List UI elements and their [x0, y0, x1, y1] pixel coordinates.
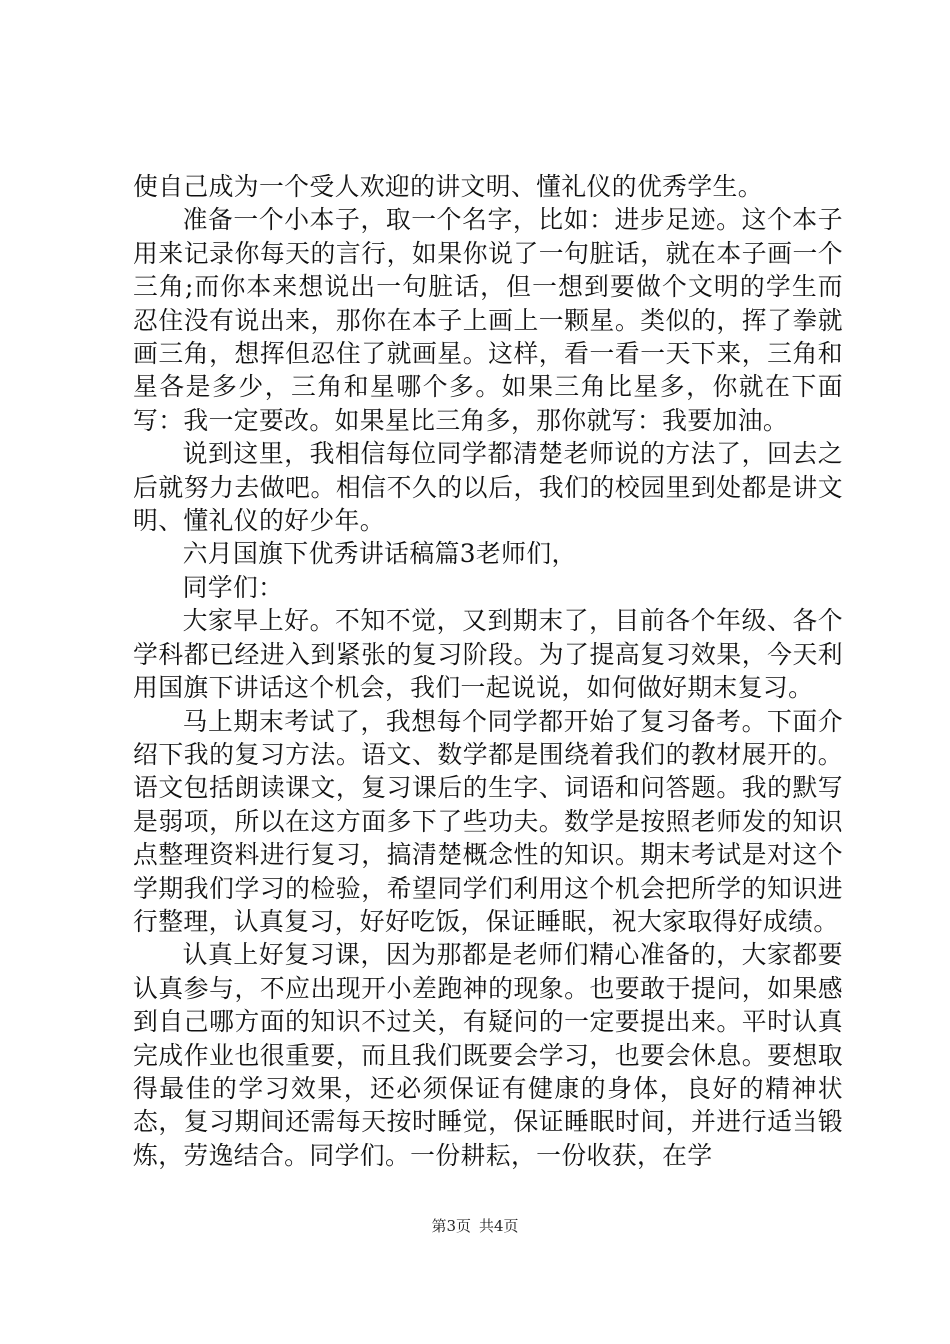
page-number-current: 第3页	[431, 1217, 471, 1235]
paragraph: 同学们：	[182, 572, 284, 602]
paragraph: 说到这里，我相信每位同学都清楚老师说的方法了，回去之后就努力去做吧。相信不久的以后，我们的校园里到处都是讲文明、懂礼仪的好少年。	[133, 439, 843, 536]
paragraph: 使自己成为一个受人欢迎的讲文明、懂礼仪的优秀学生。	[133, 172, 763, 201]
paragraph: 六月国旗下优秀讲话稿篇3老师们，	[182, 539, 577, 569]
page-number-total: 共4页	[479, 1217, 519, 1235]
document-body	[133, 170, 843, 1172]
page-footer	[0, 1216, 950, 1236]
paragraph: 认真上好复习课，因为那都是老师们精心准备的，大家都要认真参与，不应出现开小差跑神的现象。也要敢于提问，如果感到自己哪方面的知识不过关，有疑问的一定要提出来。平时认真完成作业也很重要，而且我们既要会学习，也要会休息。要想取得最佳的学习效果，还必须保证有健康的身体，良好的精神状态，复习期间还需每天按时睡觉，保证睡眠时间，并进行适当锻炼，劳逸结合。同学们。一份耕耘，一份收获，在学	[133, 940, 843, 1170]
paragraph: 准备一个小本子，取一个名字，比如：进步足迹。这个本子用来记录你每天的言行，如果你说了一句脏话，就在本子画一个三角;而你本来想说出一句脏话，但一想到要做个文明的学生而忍住没有说出来，那你在本子上画上一颗星。类似的，挥了拳就画三角，想挥但忍住了就画星。这样，看一看一天下来，三角和星各是多少，三角和星哪个多。如果三角比星多，你就在下面写：我一定要改。如果星比三角多，那你就写：我要加油。	[133, 205, 843, 435]
paragraph: 大家早上好。不知不觉，又到期末了，目前各个年级、各个学科都已经进入到紧张的复习阶段。为了提高复习效果，今天利用国旗下讲话这个机会，我们一起说说，如何做好期末复习。	[133, 606, 843, 703]
paragraph: 马上期末考试了，我想每个同学都开始了复习备考。下面介绍下我的复习方法。语文、数学都是围绕着我们的教材展开的。语文包括朗读课文，复习课后的生字、词语和问答题。我的默写是弱项，所以在这方面多下了些功夫。数学是按照老师发的知识点整理资料进行复习，搞清楚概念性的知识。期末考试是对这个学期我们学习的检验，希望同学们利用这个机会把所学的知识进行整理，认真复习，好好吃饭，保证睡眠，祝大家取得好成绩。	[133, 706, 843, 936]
